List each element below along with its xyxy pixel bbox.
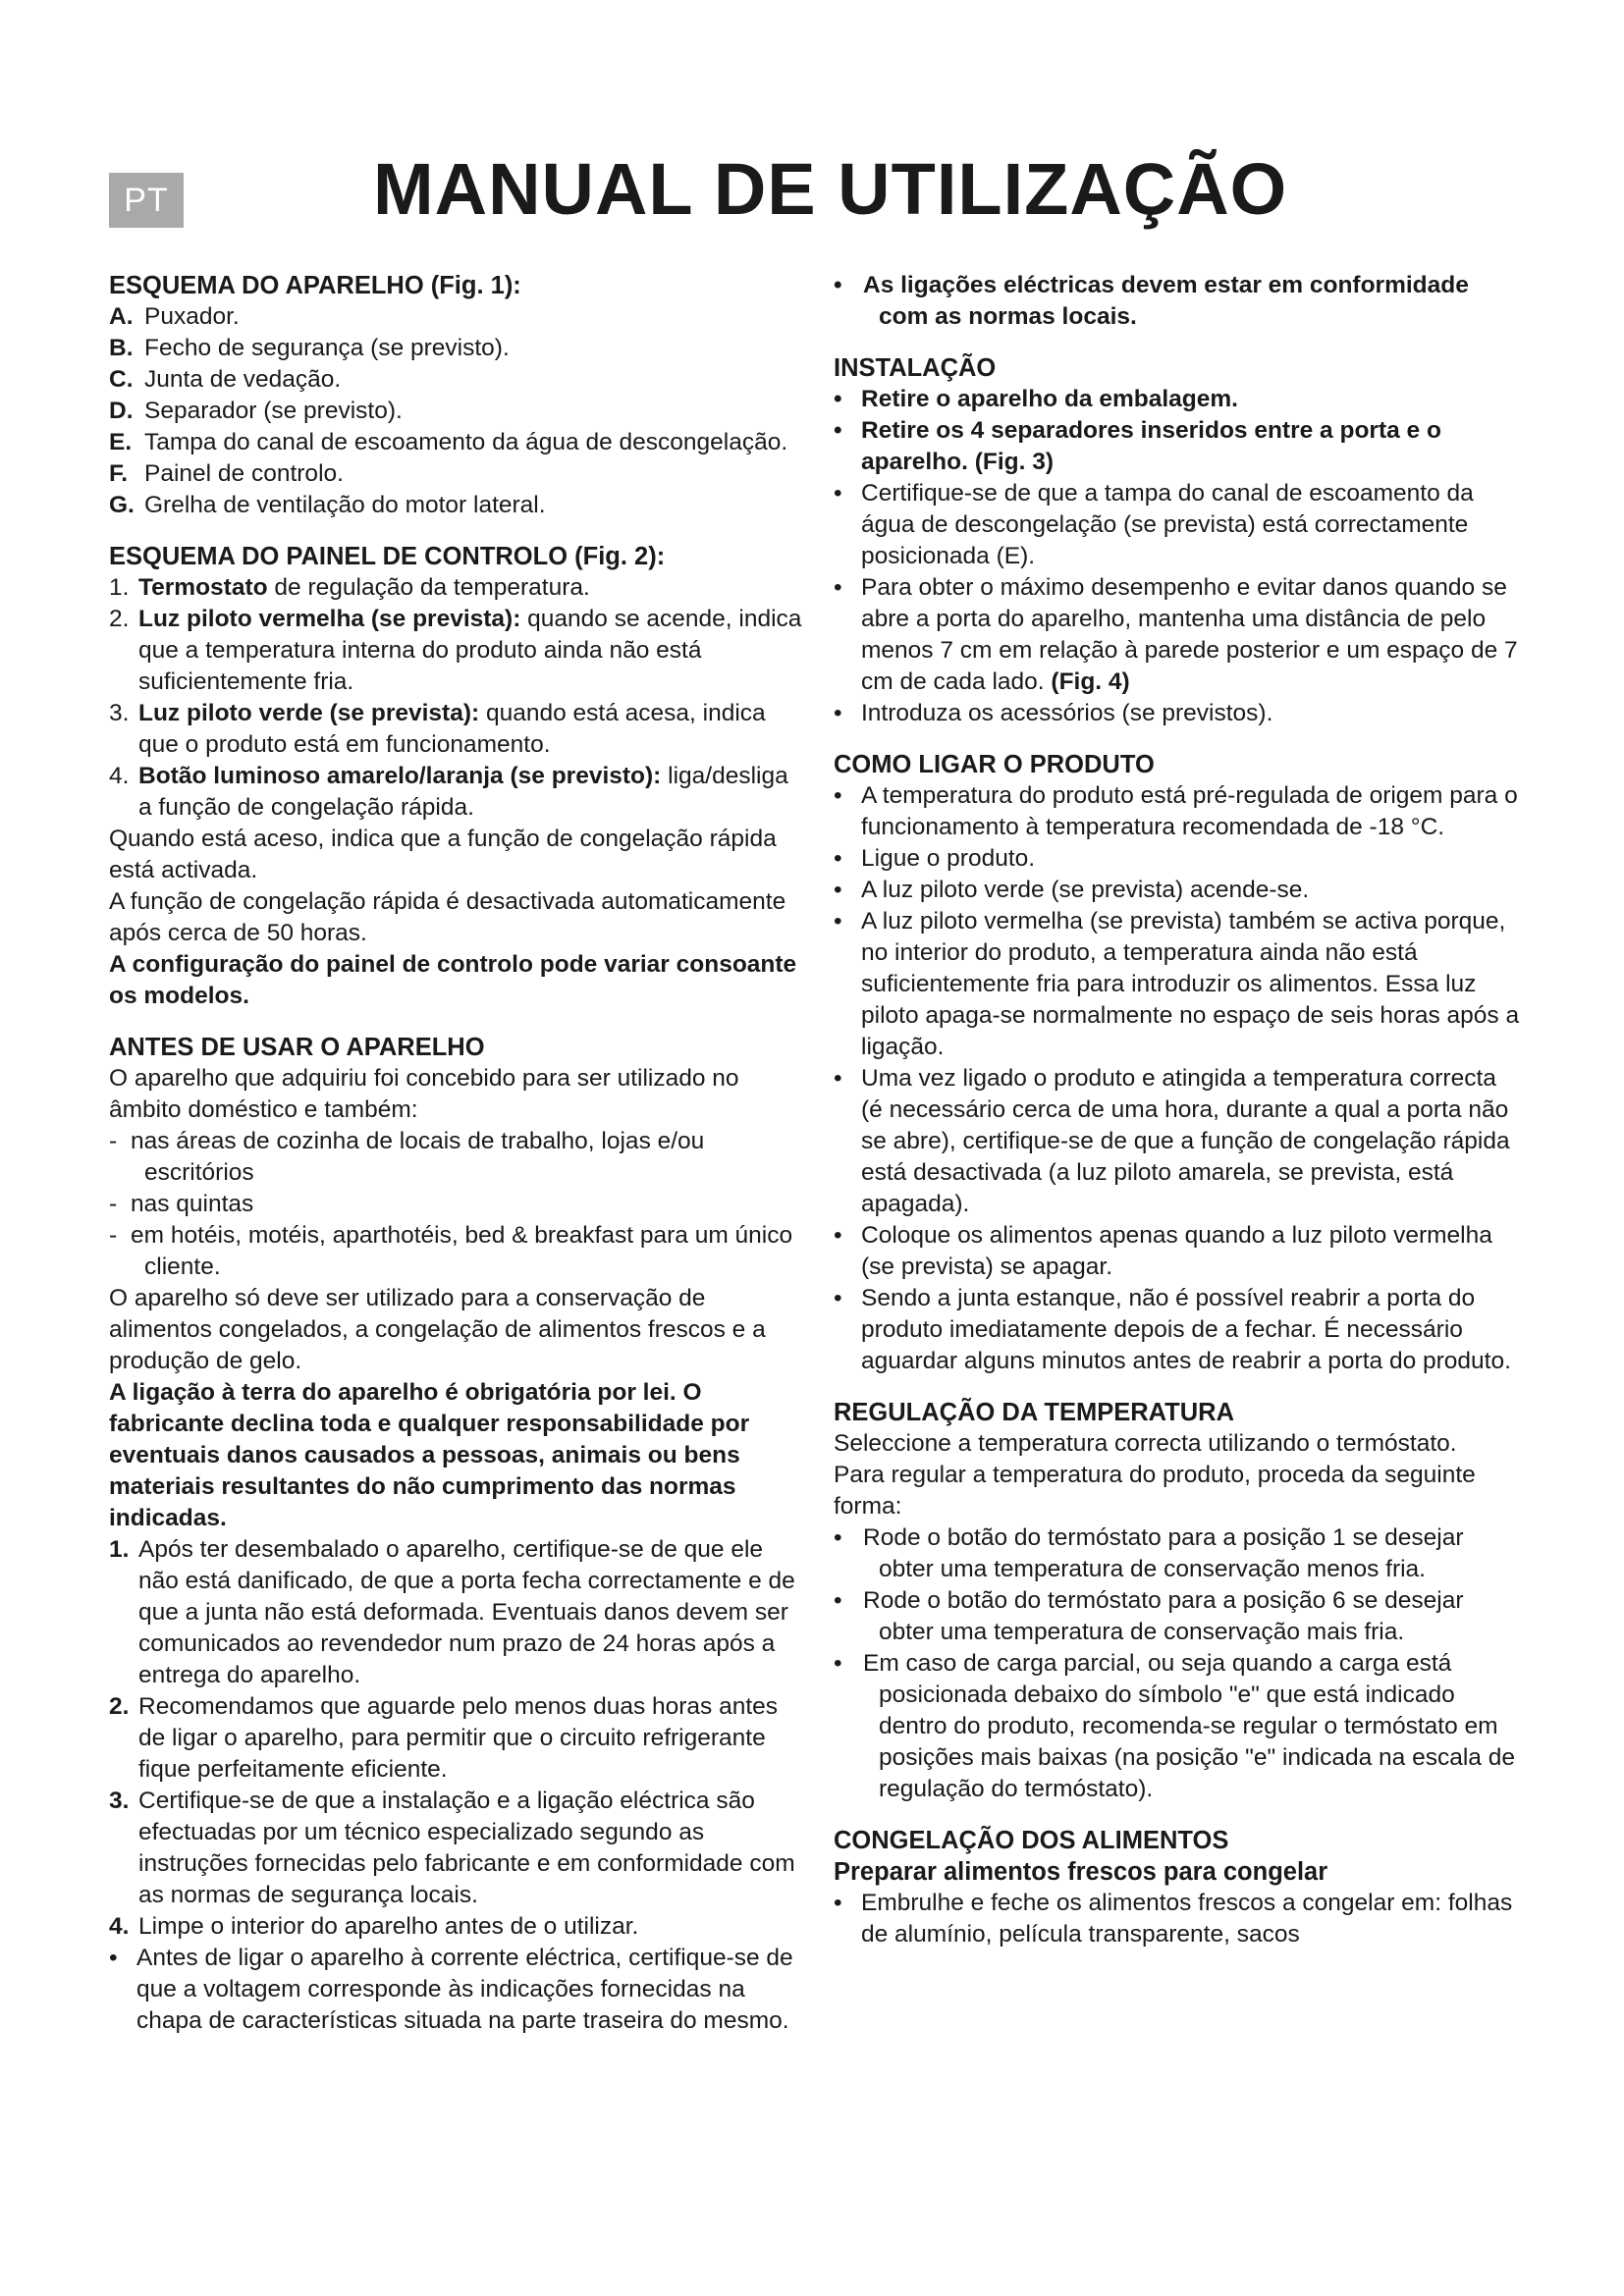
list-item: • Em caso de carga parcial, ou seja quando a carga está posicionada debaixo do símbolo "e" que está indicado dentro do produto, recomenda-se regular o termóstato em posições mais baixas (na posição "e" indicada na escala de regulação do termóstato). bbox=[834, 1650, 1515, 1802]
list-item: • Retire o aparelho da embalagem. bbox=[834, 386, 1238, 412]
paragraph: O aparelho que adquiriu foi concebido para ser utilizado no âmbito doméstico e também: bbox=[109, 1065, 739, 1123]
list-item: 1. Termostato de regulação da temperatura. bbox=[109, 574, 590, 601]
list-item: 1. Após ter desembalado o aparelho, certifique-se de que ele não está danificado, de que a porta fecha correctamente e de que a junta não está deformada. Eventuais danos devem ser comunicados ao revendedor num prazo de 24 horas após a entrega do aparelho. bbox=[109, 1536, 795, 1688]
left-column bbox=[109, 270, 808, 2037]
list-item: - nas quintas bbox=[109, 1191, 254, 1217]
section-heading-como-ligar: COMO LIGAR O PRODUTO bbox=[834, 751, 1155, 778]
list-item: - em hotéis, motéis, aparthotéis, bed & breakfast para um único cliente. bbox=[109, 1222, 793, 1280]
subheading: Preparar alimentos frescos para congelar bbox=[834, 1858, 1328, 1886]
usage-contexts-list bbox=[109, 1126, 808, 1283]
list-item: • Ligue o produto. bbox=[834, 845, 1036, 872]
list-item: F. Painel de controlo. bbox=[109, 460, 344, 487]
list-item: • As ligações eléctricas devem estar em conformidade com as normas locais. bbox=[834, 272, 1469, 330]
list-item: • Certifique-se de que a tampa do canal de escoamento da água de descongelação (se prevista) está correctamente posicionada (E). bbox=[834, 480, 1474, 569]
list-item: • Retire os 4 separadores inseridos entre a porta e o aparelho. (Fig. 3) bbox=[834, 417, 1441, 475]
list-item: A. Puxador. bbox=[109, 303, 240, 330]
list-item: C. Junta de vedação. bbox=[109, 366, 342, 393]
paragraph: A função de congelação rápida é desactivada automaticamente após cerca de 50 horas. bbox=[109, 888, 786, 946]
paragraph: Quando está aceso, indica que a função de congelação rápida está activada. bbox=[109, 826, 777, 883]
list-item: - nas áreas de cozinha de locais de trabalho, lojas e/ou escritórios bbox=[109, 1128, 705, 1186]
regulacao-list bbox=[834, 1522, 1521, 1805]
control-panel-list bbox=[109, 572, 808, 824]
list-item: • Rode o botão do termóstato para a posição 6 se desejar obter uma temperatura de conservação mais fria. bbox=[834, 1587, 1464, 1645]
paragraph: Para regular a temperatura do produto, proceda da seguinte forma: bbox=[834, 1462, 1476, 1520]
list-item: G. Grelha de ventilação do motor lateral. bbox=[109, 492, 546, 518]
list-item: • Introduza os acessórios (se previstos). bbox=[834, 700, 1273, 726]
language-badge: PT bbox=[109, 173, 184, 228]
page-title: MANUAL DE UTILIZAÇÃO bbox=[373, 148, 1288, 230]
list-item: • A luz piloto vermelha (se prevista) também se activa porque, no interior do produto, a temperatura ainda não está suficientemente fria para introduzir os alimentos. Essa luz piloto apaga-se normalmente no espaço de seis horas após a ligação. bbox=[834, 908, 1520, 1060]
paragraph: Seleccione a temperatura correcta utilizando o termóstato. bbox=[834, 1430, 1457, 1457]
section-heading-instalacao: INSTALAÇÃO bbox=[834, 354, 997, 382]
paragraph: O aparelho só deve ser utilizado para a conservação de alimentos congelados, a congelação de alimentos frescos e a produção de gelo. bbox=[109, 1285, 766, 1374]
list-item: • Para obter o máximo desempenho e evitar danos quando se abre a porta do aparelho, mantenha uma distância de pelo menos 7 cm em relação à parede posterior e um espaço de 7 cm de cada lado. (Fig. 4) bbox=[834, 574, 1518, 695]
list-item: • A temperatura do produto está pré-regulada de origem para o funcionamento à temperatura recomendada de -18 °C. bbox=[834, 782, 1518, 840]
list-item: • Uma vez ligado o produto e atingida a temperatura correcta (é necessário cerca de uma hora, durante a qual a porta não se abre), certifique-se de que a função de congelação rápida está desactivada (a luz piloto amarela, se prevista, está apagada). bbox=[834, 1065, 1510, 1217]
bold-note: A configuração do painel de controlo pode variar consoante os modelos. bbox=[109, 951, 797, 1009]
section-heading-esquema-painel: ESQUEMA DO PAINEL DE CONTROLO (Fig. 2): bbox=[109, 543, 666, 570]
list-item: • Embrulhe e feche os alimentos frescos a congelar em: folhas de alumínio, película transparente, sacos bbox=[834, 1890, 1513, 1948]
list-item: • Sendo a junta estanque, não é possível reabrir a porta do produto imediatamente depois de a fechar. É necessário aguardar alguns minutos antes de reabrir a porta do produto. bbox=[834, 1285, 1511, 1374]
list-item: D. Separador (se previsto). bbox=[109, 398, 403, 424]
como-ligar-list bbox=[834, 780, 1521, 1377]
list-item: • Coloque os alimentos apenas quando a luz piloto vermelha (se prevista) se apagar. bbox=[834, 1222, 1492, 1280]
list-item: B. Fecho de segurança (se previsto). bbox=[109, 335, 510, 361]
bold-warning: A ligação à terra do aparelho é obrigatória por lei. O fabricante declina toda e qualquer responsabilidade por eventuais danos causados a pessoas, animais ou bens materiais resultantes do não cumprimento das normas indicadas. bbox=[109, 1379, 750, 1531]
steps-list bbox=[109, 1534, 808, 1943]
section-heading-regulacao: REGULAÇÃO DA TEMPERATURA bbox=[834, 1399, 1234, 1426]
list-item: 4. Limpe o interior do aparelho antes de o utilizar. bbox=[109, 1913, 639, 1940]
list-item: • Rode o botão do termóstato para a posição 1 se desejar obter uma temperatura de conservação menos fria. bbox=[834, 1524, 1464, 1582]
right-column bbox=[834, 270, 1521, 1950]
list-item: 2. Recomendamos que aguarde pelo menos duas horas antes de ligar o aparelho, para permitir que o circuito refrigerante fique perfeitamente eficiente. bbox=[109, 1693, 779, 1783]
list-item: • A luz piloto verde (se prevista) acende-se. bbox=[834, 877, 1310, 903]
list-item: 4. Botão luminoso amarelo/laranja (se previsto): liga/desliga a função de congelação rápida. bbox=[109, 763, 788, 821]
parts-list bbox=[109, 301, 808, 521]
list-item: • Antes de ligar o aparelho à corrente eléctrica, certifique-se de que a voltagem corresponde às indicações fornecidas na chapa de características situada na parte traseira do mesmo. bbox=[109, 1945, 793, 2034]
section-heading-esquema-aparelho: ESQUEMA DO APARELHO (Fig. 1): bbox=[109, 272, 521, 299]
list-item: 2. Luz piloto vermelha (se prevista): quando se acende, indica que a temperatura interna do produto ainda não está suficientemente fria. bbox=[109, 606, 802, 695]
list-item: E. Tampa do canal de escoamento da água de descongelação. bbox=[109, 429, 788, 455]
list-item: 3. Certifique-se de que a instalação e a ligação eléctrica são efectuadas por um técnico especializado segundo as instruções fornecidas pelo fabricante e em conformidade com as normas de segurança locais. bbox=[109, 1788, 795, 1908]
list-item: 3. Luz piloto verde (se prevista): quando está acesa, indica que o produto está em funcionamento. bbox=[109, 700, 766, 758]
section-heading-antes-de-usar: ANTES DE USAR O APARELHO bbox=[109, 1034, 485, 1061]
section-heading-congelacao: CONGELAÇÃO DOS ALIMENTOS bbox=[834, 1827, 1229, 1854]
